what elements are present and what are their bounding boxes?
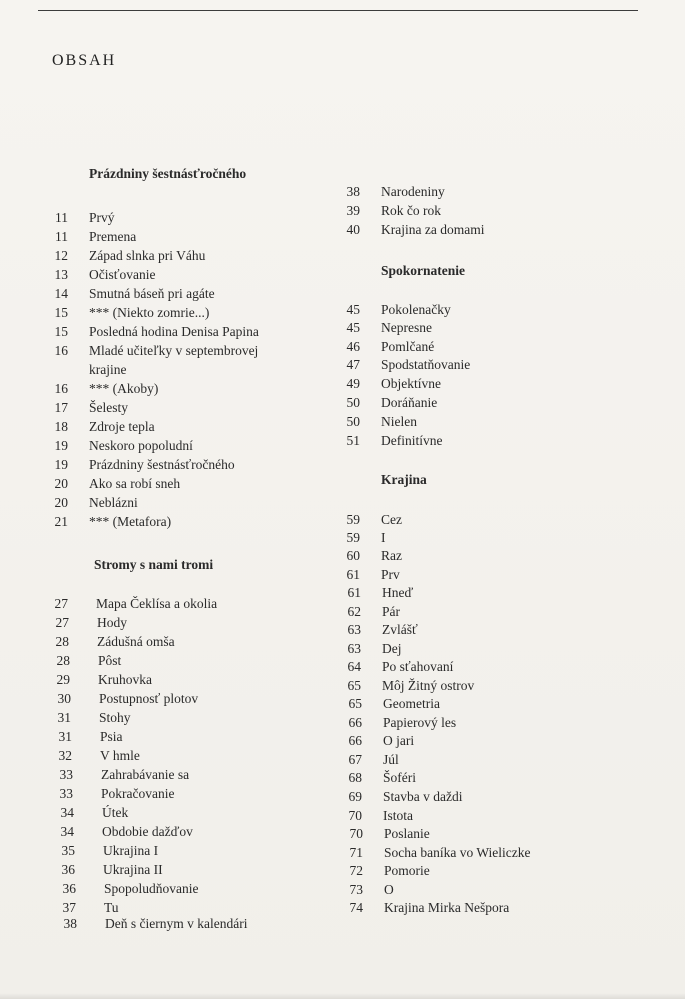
entry-title: Zahrabávanie sa (101, 767, 190, 782)
entry-title: Postupnosť plotov (99, 691, 199, 706)
page-number: 64 (347, 659, 361, 674)
page-number: 13 (54, 267, 68, 282)
entry-title: Prv (381, 567, 400, 582)
page-number: 70 (348, 808, 362, 823)
page-number: 14 (54, 286, 68, 301)
page-number: 11 (55, 229, 68, 244)
page-number: 15 (54, 305, 68, 320)
entry-title: Nielen (381, 414, 417, 429)
page-number: 32 (58, 748, 72, 763)
section-heading: Prázdniny šestnásťročného (89, 166, 247, 181)
entry-title: Hody (97, 615, 127, 630)
page-number: 72 (349, 863, 363, 878)
entry-title: Šelesty (89, 400, 128, 415)
entry-title: Doráňanie (381, 395, 438, 410)
entry-title: Mapa Čeklísa a okolia (96, 596, 218, 611)
section-heading: Stromy s nami tromi (94, 557, 214, 572)
entry-title: Narodeniny (381, 184, 445, 199)
entry-title: Definitívne (381, 433, 443, 448)
page-number: 33 (59, 786, 73, 801)
entry-title: Západ slnka pri Váhu (89, 248, 206, 263)
entry-title: Socha baníka vo Wieliczke (384, 845, 531, 860)
entry-title: Pokolenačky (381, 302, 451, 317)
page-number: 16 (54, 381, 68, 396)
entry-title: Psia (100, 729, 123, 744)
page-number: 63 (347, 641, 361, 656)
entry-title: Spopoludňovanie (104, 881, 199, 896)
page-number: 35 (61, 843, 75, 858)
page-number: 39 (346, 203, 360, 218)
page-number: 28 (56, 653, 70, 668)
page-number: 67 (348, 752, 362, 767)
page-number: 28 (55, 634, 69, 649)
page-number: 19 (54, 457, 68, 472)
page-number: 36 (61, 862, 75, 877)
entry-title: Po sťahovaní (382, 659, 454, 674)
page-number: 63 (347, 622, 361, 637)
page-number: 15 (54, 324, 68, 339)
page-number: 45 (346, 302, 360, 317)
page-number: 17 (54, 400, 68, 415)
entry-title: O (384, 882, 394, 897)
page-number: 50 (346, 414, 360, 429)
entry-title: Tu (104, 900, 119, 915)
entry-title: Spodstatňovanie (381, 357, 471, 372)
entry-title: Zdroje tepla (89, 419, 155, 434)
entry-title: Poslanie (384, 826, 430, 841)
page-number: 11 (55, 210, 68, 225)
entry-title: Dej (382, 641, 402, 656)
entry-title: Istota (383, 808, 413, 823)
entry-title: Zvlášť (382, 622, 418, 637)
entry-title: *** (Niekto zomrie...) (89, 305, 210, 320)
entry-title: V hmle (100, 748, 140, 763)
entry-title: Šoféri (383, 770, 416, 785)
page-number: 36 (62, 881, 76, 896)
page-number: 31 (57, 710, 71, 725)
entry-title: Neskoro popoludní (89, 438, 193, 453)
page-number: 18 (54, 419, 68, 434)
page-number: 59 (346, 530, 360, 545)
entry-title: Môj Žitný ostrov (382, 678, 475, 693)
page-number: 20 (54, 476, 68, 491)
entry-title: Rok čo rok (381, 203, 441, 218)
entry-title: Očisťovanie (89, 267, 156, 282)
page-number: 61 (347, 585, 361, 600)
page-number: 29 (56, 672, 70, 687)
section-heading: Spokornatenie (381, 263, 466, 278)
page-number: 71 (349, 845, 363, 860)
entry-title: Prvý (89, 210, 115, 225)
page-number: 19 (54, 438, 68, 453)
page-number: 30 (57, 691, 71, 706)
entry-title: Posledná hodina Denisa Papina (89, 324, 259, 339)
entry-title: Kruhovka (98, 672, 152, 687)
entry-title: Geometria (383, 696, 440, 711)
page-number: 40 (346, 222, 360, 237)
entry-title: Stohy (99, 710, 131, 725)
entry-title: krajine (89, 362, 127, 377)
page-number: 66 (348, 715, 362, 730)
page-number: 66 (348, 733, 362, 748)
page-number: 38 (346, 184, 360, 199)
page-number: 47 (346, 357, 360, 372)
entry-title: Papierový les (383, 715, 457, 730)
entry-title: *** (Metafora) (89, 514, 172, 529)
entry-title: Raz (381, 548, 402, 563)
entry-title: Nepresne (381, 320, 432, 335)
entry-title: Obdobie dažďov (102, 824, 193, 839)
page-number: 65 (348, 696, 362, 711)
entry-title: Útek (102, 805, 129, 820)
page-number: 20 (54, 495, 68, 510)
page-number: 27 (55, 615, 69, 630)
entry-title: Ukrajina II (103, 862, 163, 877)
page-number: 50 (346, 395, 360, 410)
page-number: 37 (62, 900, 76, 915)
entry-title: Pomlčané (381, 339, 435, 354)
page-number: 65 (347, 678, 361, 693)
entry-title: Zádušná omša (97, 634, 175, 649)
entry-title: Ukrajina I (103, 843, 159, 858)
page-number: 59 (346, 512, 360, 527)
entry-title: *** (Akoby) (89, 381, 159, 396)
section-heading: Krajina (381, 472, 427, 487)
entry-title: Krajina za domami (381, 222, 485, 237)
page-shadow (0, 993, 685, 999)
page-number: 16 (54, 343, 68, 358)
page-number: 34 (60, 824, 74, 839)
entry-title: Prázdniny šestnásťročného (89, 457, 235, 472)
page-number: 31 (58, 729, 72, 744)
entry-title: Krajina Mirka Nešpora (384, 900, 510, 915)
top-rule (38, 10, 638, 11)
entry-title: Smutná báseň pri agáte (89, 286, 215, 301)
page-number: 61 (346, 567, 360, 582)
entry-title: Premena (89, 229, 137, 244)
entry-title: Mladé učiteľky v septembrovej (89, 343, 259, 358)
entry-title: Júl (383, 752, 399, 767)
entry-title: Stavba v daždi (383, 789, 463, 804)
entry-title: Objektívne (381, 376, 441, 391)
entry-title: Pomorie (384, 863, 430, 878)
page-number: 12 (54, 248, 68, 263)
page-number: 38 (63, 916, 77, 931)
entry-title: O jari (383, 733, 415, 748)
page-number: 21 (54, 514, 68, 529)
page-number: 27 (54, 596, 68, 611)
entry-title: Pôst (98, 653, 122, 668)
page-number: 70 (349, 826, 363, 841)
page-number: 45 (346, 320, 360, 335)
entry-title: Deň s čiernym v kalendári (105, 916, 248, 931)
page-number: 60 (346, 548, 360, 563)
page-number: 49 (346, 376, 360, 391)
entry-title: Pár (382, 604, 400, 619)
page-number: 51 (346, 433, 360, 448)
page-number: 68 (348, 770, 362, 785)
page-number: 46 (346, 339, 360, 354)
page-number: 69 (348, 789, 362, 804)
entry-title: Hneď (382, 585, 414, 600)
entry-title: I (381, 530, 386, 545)
entry-title: Pokračovanie (101, 786, 175, 801)
page-number: 73 (349, 882, 363, 897)
page-number: 74 (349, 900, 363, 915)
entry-title: Cez (381, 512, 402, 527)
entry-title: Ako sa robí sneh (89, 476, 181, 491)
page-number: 34 (60, 805, 74, 820)
page-number: 62 (347, 604, 361, 619)
page-title: OBSAH (52, 52, 117, 69)
page-number: 33 (59, 767, 73, 782)
entry-title: Neblázni (89, 495, 138, 510)
